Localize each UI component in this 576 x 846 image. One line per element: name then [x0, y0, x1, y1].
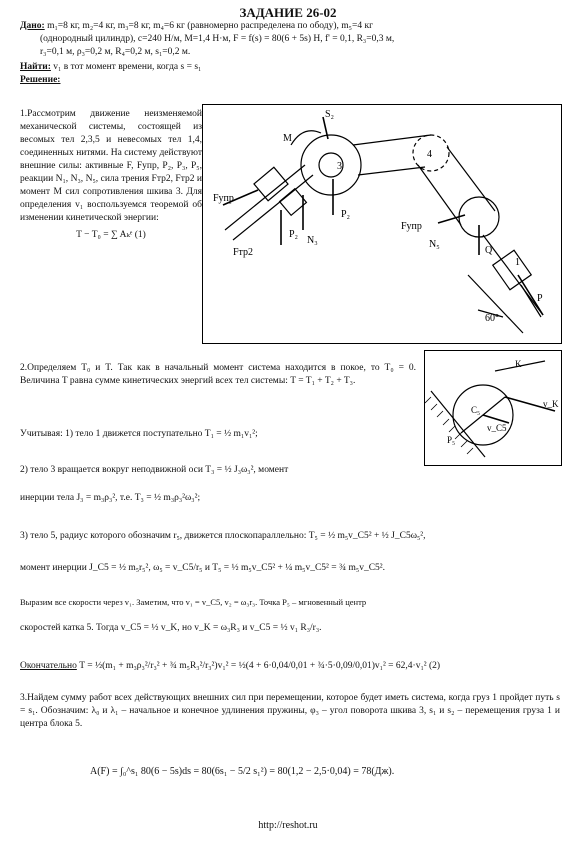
equation-1: T − T₀ = ∑ Aₖᵉ (1) — [76, 230, 146, 240]
step1-text: 1.Рассмотрим движение неизменяемой механической системы, состоящей из весомых тел 2,3,5 и невесомых тел 1,4, соединенных нитями. На систему действуют внешние силы: активные F, Fупр, P₂, P₃, P₅, реакции N₁, N₃, N₅, сила трения Fтр2, Fтр2 и момент M сил сопротивления шкива 3. Для определения v₁ воспользуемся теоремой об изменении кинетической энергии: — [20, 109, 202, 223]
step-body1: Учитывая: 1) тело 1 движется поступательно T₁ = ½ m₁v₁²; — [20, 429, 258, 439]
step-body5-a: 3) тело 5, радиус которого обозначим r₅, движется плоскопараллельно: T₅ = ½ m₅v_C5² + ½ J_C5ω₅², — [20, 531, 426, 541]
given-label: Дано: — [20, 21, 45, 31]
work-equation: A(F) = ∫₀^s₁ 80(6 − 5s)ds = 80(6s₁ − 5/2 s₁²) = 80(1,2 − 2,5·0,04) = 78(Дж). — [90, 766, 395, 777]
find-text: v₁ в тот момент времени, когда s = s₁ — [53, 62, 202, 72]
mechanism-diagram — [203, 105, 561, 343]
step2-paragraph: 2.Определяем T₀ и T. Так как в начальный момент система находится в покое, то T₀ = 0. Величина T равна сумме кинетических энергий всех тел системы: T = T₁ + T₂ + T₃. — [20, 363, 416, 386]
given-block — [20, 20, 560, 87]
step3-paragraph: 3.Найдем сумму работ всех действующих внешних сил при перемещении, которое будет иметь система, когда груз 1 пройдет путь s = s₁. Обозначим: λ₀ и λ₁ – начальное и конечное удлинения пружины, φ₃ – угол поворота шкива 3, s₁ и s₂ – перемещения груза 1 и центра блока 5. — [20, 693, 560, 729]
label-Q: Q — [485, 245, 493, 256]
step1-paragraph — [20, 108, 202, 242]
solution-label: Решение: — [20, 75, 61, 85]
label-P2b: P₂ — [289, 229, 299, 240]
step-body5-b: момент инерции J_C5 = ½ m₅r₅², ω₅ = v_C5/r₅ и T₅ = ½ m₅v_C5² + ¼ m₅v_C5² = ¾ m₅v_C5². — [20, 563, 386, 573]
velocity-relation: Выразим все скорости через v₁. Заметим, что v₁ = v_C5, v₂ = ω₃r₃. Точка P₅ – мгновенный центр — [20, 597, 367, 607]
velocity-expression: скоростей катка 5. Тогда v_C5 = ½ v_K, но v_K = ω₃R₃ и v_C5 = ½ v₁ R₃/r₃. — [20, 623, 322, 633]
footer-url[interactable]: http://reshot.ru — [258, 820, 318, 831]
label-N3: N₃ — [307, 235, 318, 246]
label-1: 1 — [515, 257, 520, 268]
given-line-3: r₃=0,1 м, ρ₃=0,2 м, R₄=0,2 м, s₁=0,2 м. — [40, 47, 191, 57]
label-M: M — [283, 133, 292, 144]
label-Fupr-right: Fупр — [401, 221, 422, 232]
page-title: ЗАДАНИЕ 26-02 — [239, 5, 337, 20]
label-K: K — [515, 359, 522, 369]
label-4: 4 — [427, 149, 432, 160]
mechanism-figure — [202, 104, 562, 344]
step-body3-a: 2) тело 3 вращается вокруг неподвижной оси T₃ = ½ J₃ω₃², момент — [20, 465, 289, 475]
label-P5: P₅ — [447, 435, 456, 445]
step-body3-b: инерции тела J₃ = m₃ρ₃², т.е. T₃ = ½ m₃ρ₃²ω₃²; — [20, 493, 201, 503]
label-angle: 60° — [485, 313, 499, 324]
label-P: P — [537, 293, 543, 304]
label-vC5: v_C5 — [487, 423, 507, 433]
pulley-3 — [301, 135, 361, 195]
final-label: Окончательно — [20, 661, 77, 671]
given-line-2: (однородный цилиндр), c=240 Н/м, M=1,4 Н·м, F = f(s) = 80(6 + 5s) Н, f' = 0,1, R₃=0,3 м, — [40, 34, 395, 44]
find-label: Найти: — [20, 62, 51, 72]
given-line-1: m₁=8 кг, m₂=4 кг, m₃=8 кг, m₄=6 кг (равномерно распределена по ободу), m₅=4 кг — [47, 21, 373, 31]
label-vK: v_K — [543, 399, 559, 409]
final-kinetic-energy — [20, 660, 560, 673]
label-S2: S₂ — [325, 109, 335, 120]
label-P2a: P₂ — [341, 209, 351, 220]
label-Fupr-left: Fупр — [213, 193, 234, 204]
final-equation: T = ½(m₁ + m₃ρ₃²/r₃² + ¾ m₅R₃²/r₃²)v₁² = ½(4 + 6·0,04/0,01 + ¾·5·0,09/0,01)v₁² = 62,4·v₁² (2) — [79, 661, 441, 671]
label-3: 3 — [337, 161, 342, 172]
label-C5: C₅ — [471, 405, 481, 415]
roller-diagram — [425, 351, 561, 465]
roller-velocity-figure — [424, 350, 562, 466]
label-Ftr2: Fтр2 — [233, 247, 254, 258]
label-N5: N₅ — [429, 239, 440, 250]
